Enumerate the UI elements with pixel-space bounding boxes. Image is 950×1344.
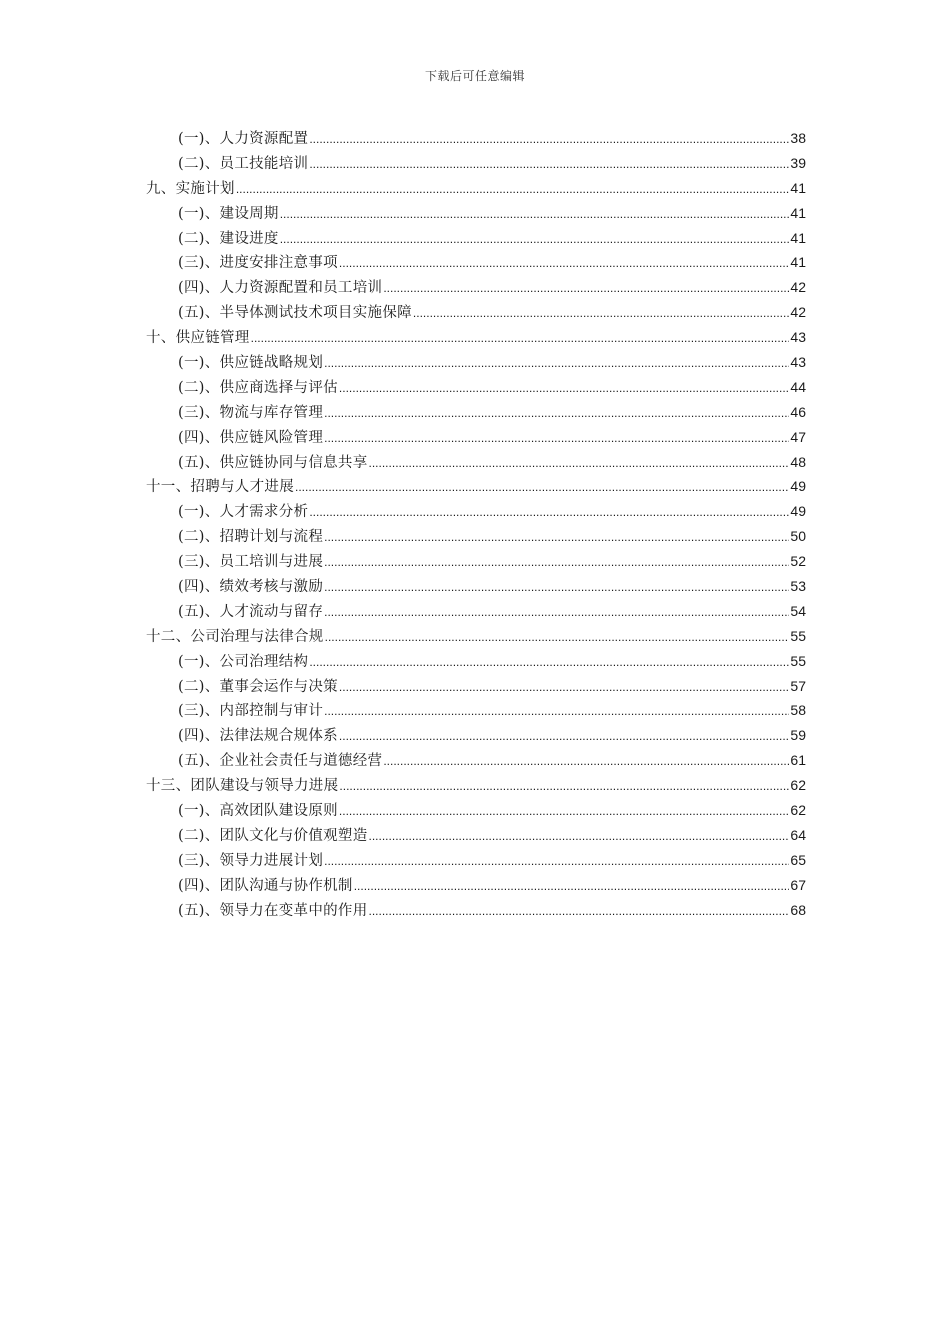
toc-dot-leader [369, 451, 790, 476]
toc-dot-leader [309, 650, 789, 675]
toc-entry[interactable] [146, 898, 806, 923]
toc-dot-leader [236, 177, 790, 202]
toc-entry[interactable] [146, 275, 806, 300]
toc-entry-title: (三)、领导力进展计划 [178, 852, 324, 869]
toc-entry-title: (三)、内部控制与审计 [178, 703, 324, 720]
toc-entry[interactable] [146, 574, 806, 599]
toc-page-number: 47 [790, 428, 806, 445]
toc-page-number: 38 [790, 130, 806, 146]
toc-entry-title: (三)、进度安排注意事项 [178, 255, 338, 272]
toc-entry-title: 十二、公司治理与法律合规 [146, 628, 324, 645]
toc-entry[interactable] [146, 848, 806, 873]
toc-dot-leader [251, 326, 790, 351]
toc-page-number: 41 [790, 254, 806, 271]
toc-entry-title: (一)、人力资源配置 [178, 131, 309, 147]
toc-page-number: 68 [790, 901, 806, 918]
toc-chapter-entry[interactable] [146, 773, 806, 798]
toc-page-number: 65 [790, 851, 806, 868]
toc-page-number: 49 [790, 503, 806, 520]
toc-page-number: 62 [790, 802, 806, 819]
toc-page-number: 49 [790, 478, 806, 495]
toc-entry[interactable] [146, 350, 806, 375]
toc-page-number: 43 [790, 354, 806, 371]
toc-page-number: 53 [790, 578, 806, 595]
toc-entry-title: (五)、半导体测试技术项目实施保障 [178, 305, 412, 322]
toc-page-number: 46 [790, 403, 806, 420]
toc-chapter-entry[interactable] [146, 176, 806, 201]
toc-page-number: 55 [790, 652, 806, 669]
toc-entry-title: (二)、供应商选择与评估 [178, 379, 338, 396]
toc-chapter-entry[interactable] [146, 624, 806, 649]
toc-entry[interactable] [146, 524, 806, 549]
toc-dot-leader [383, 276, 789, 301]
toc-entry[interactable] [146, 698, 806, 723]
toc-page-number: 44 [790, 378, 806, 395]
toc-entry-title: (四)、绩效考核与激励 [178, 579, 324, 596]
toc-page-number: 58 [790, 702, 806, 719]
toc-entry-title: (一)、供应链战略规划 [178, 355, 324, 372]
toc-entry-title: (四)、团队沟通与协作机制 [178, 877, 353, 894]
toc-entry[interactable] [146, 649, 806, 674]
toc-dot-leader [339, 376, 790, 401]
toc-page-number: 54 [790, 602, 806, 619]
toc-page-number: 42 [790, 279, 806, 296]
toc-dot-leader [324, 849, 789, 874]
toc-dot-leader [309, 127, 789, 152]
toc-page-number: 41 [790, 229, 806, 246]
toc-dot-leader [325, 625, 790, 650]
toc-entry-title: (一)、人才需求分析 [178, 504, 309, 521]
toc-entry[interactable] [146, 400, 806, 425]
toc-entry-title: (五)、企业社会责任与道德经营 [178, 753, 383, 770]
toc-dot-leader [324, 525, 789, 550]
toc-page-number: 41 [790, 179, 806, 196]
toc-entry-title: (三)、物流与库存管理 [178, 404, 324, 421]
toc-page-number: 42 [790, 304, 806, 321]
toc-page-number: 48 [790, 453, 806, 470]
toc-page-number: 50 [790, 528, 806, 545]
toc-entry[interactable] [146, 599, 806, 624]
toc-dot-leader [339, 724, 790, 749]
toc-entry[interactable] [146, 549, 806, 574]
toc-dot-leader [324, 426, 789, 451]
toc-entry-title: (一)、建设周期 [178, 205, 279, 222]
toc-page-number: 55 [790, 627, 806, 644]
toc-entry[interactable] [146, 226, 806, 251]
toc-entry[interactable] [146, 375, 806, 400]
toc-dot-leader [413, 301, 790, 326]
toc-entry-title: (二)、董事会运作与决策 [178, 678, 338, 695]
toc-dot-leader [280, 202, 790, 227]
toc-page-number: 64 [790, 826, 806, 843]
toc-dot-leader [339, 675, 790, 700]
toc-dot-leader [324, 575, 789, 600]
toc-dot-leader [369, 899, 790, 924]
toc-entry[interactable] [146, 798, 806, 823]
toc-dot-leader [354, 874, 790, 899]
toc-entry-title: 十一、招聘与人才进展 [146, 479, 294, 496]
toc-dot-leader [324, 550, 789, 575]
toc-entry[interactable] [146, 300, 806, 325]
toc-dot-leader [324, 351, 789, 376]
toc-entry-title: (四)、人力资源配置和员工培训 [178, 280, 383, 297]
page-header: 下载后可任意编辑 [424, 69, 525, 83]
toc-entry-title: (五)、供应链协同与信息共享 [178, 454, 368, 471]
toc-entry[interactable] [146, 748, 806, 773]
table-of-contents [146, 126, 806, 923]
toc-dot-leader [339, 774, 789, 799]
toc-page-number: 62 [790, 777, 806, 794]
toc-page-number: 61 [790, 752, 806, 769]
toc-entry-title: (五)、领导力在变革中的作用 [178, 902, 368, 919]
toc-entry[interactable] [146, 126, 806, 151]
toc-entry[interactable] [146, 873, 806, 898]
toc-entry-title: (二)、建设进度 [178, 230, 279, 247]
toc-page-number: 67 [790, 876, 806, 893]
toc-entry-title: (一)、公司治理结构 [178, 653, 309, 670]
toc-entry-title: (二)、团队文化与价值观塑造 [178, 827, 368, 844]
toc-entry[interactable] [146, 450, 806, 475]
toc-page-number: 57 [790, 677, 806, 694]
toc-entry-title: (一)、高效团队建设原则 [178, 803, 338, 820]
toc-entry-title: 十三、团队建设与领导力进展 [146, 778, 339, 795]
toc-dot-leader [309, 152, 789, 177]
toc-page-number: 41 [790, 204, 806, 221]
toc-entry[interactable] [146, 201, 806, 226]
toc-dot-leader [369, 824, 790, 849]
toc-dot-leader [295, 475, 789, 500]
toc-dot-leader [324, 600, 789, 625]
toc-entry-title: (二)、员工技能培训 [178, 155, 309, 172]
toc-dot-leader [383, 749, 789, 774]
toc-entry[interactable] [146, 674, 806, 699]
toc-page-number: 52 [790, 553, 806, 570]
toc-entry[interactable] [146, 723, 806, 748]
toc-entry-title: (五)、人才流动与留存 [178, 603, 324, 620]
toc-entry[interactable] [146, 499, 806, 524]
toc-entry[interactable] [146, 823, 806, 848]
toc-entry-title: (二)、招聘计划与流程 [178, 529, 324, 546]
toc-entry-title: (三)、员工培训与进展 [178, 554, 324, 571]
toc-entry[interactable] [146, 250, 806, 275]
toc-page-number: 59 [790, 727, 806, 744]
toc-dot-leader [280, 227, 790, 252]
toc-entry-title: (四)、法律法规合规体系 [178, 728, 338, 745]
toc-entry-title: 九、实施计划 [146, 180, 235, 197]
toc-entry-title: 十、供应链管理 [146, 330, 250, 347]
toc-dot-leader [309, 500, 789, 525]
toc-chapter-entry[interactable] [146, 474, 806, 499]
toc-page-number: 43 [790, 329, 806, 346]
toc-entry-title: (四)、供应链风险管理 [178, 429, 324, 446]
toc-dot-leader [339, 251, 790, 276]
toc-page-number: 39 [790, 154, 806, 171]
toc-entry[interactable] [146, 425, 806, 450]
toc-chapter-entry[interactable] [146, 325, 806, 350]
toc-entry[interactable] [146, 151, 806, 176]
toc-dot-leader [324, 401, 789, 426]
toc-dot-leader [324, 699, 789, 724]
toc-dot-leader [339, 799, 790, 824]
